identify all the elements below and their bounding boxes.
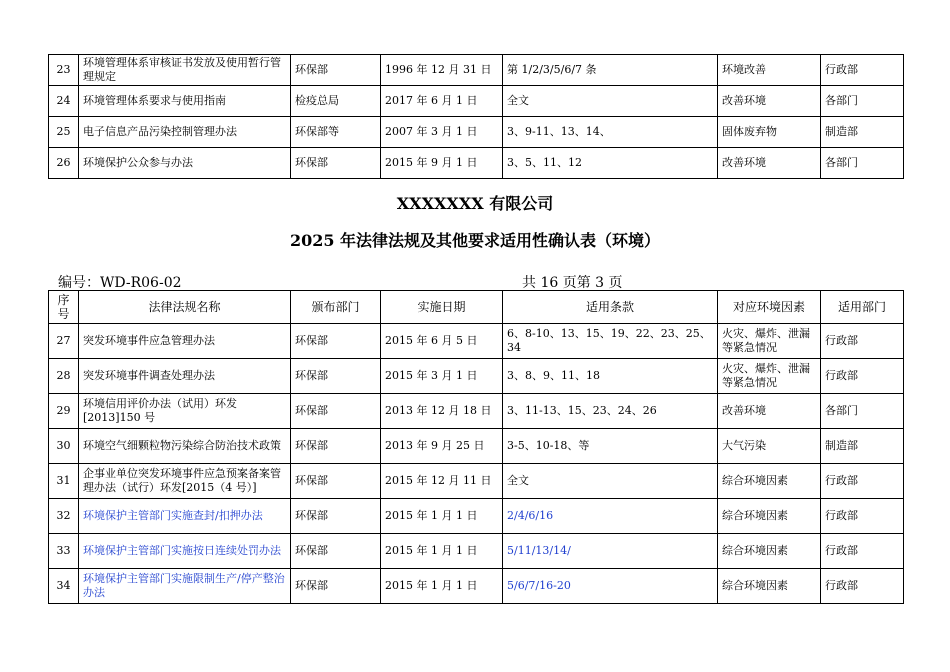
cell-effective-date: 2015 年 12 月 11 日 (381, 464, 503, 499)
table-row (49, 394, 904, 429)
cell-applicable-clauses: 3、8、9、11、18 (503, 359, 718, 394)
cell-no: 23 (49, 55, 79, 86)
cell-regulation-name: 突发环境事件应急管理办法 (79, 324, 291, 359)
cell-no: 26 (49, 148, 79, 179)
cell-issuing-dept: 环保部 (291, 499, 381, 534)
cell-regulation-name: 企事业单位突发环境事件应急预案备案管理办法（试行）环发[2015（4 号）] (79, 464, 291, 499)
cell-no: 34 (49, 569, 79, 604)
cell-applicable-clauses: 5/11/13/14/ (503, 534, 718, 569)
cell-applicable-dept: 制造部 (821, 429, 904, 464)
cell-env-factor: 火灾、爆炸、泄漏等紧急情况 (718, 359, 821, 394)
cell-regulation-name: 环境保护主管部门实施按日连续处罚办法 (79, 534, 291, 569)
cell-applicable-dept: 行政部 (821, 55, 904, 86)
cell-applicable-clauses: 全文 (503, 464, 718, 499)
table-header-row (49, 291, 904, 324)
cell-applicable-clauses: 3、5、11、12 (503, 148, 718, 179)
header-no: 序号 (49, 291, 79, 324)
cell-no: 24 (49, 86, 79, 117)
cell-effective-date: 2013 年 12 月 18 日 (381, 394, 503, 429)
cell-regulation-name: 环境保护主管部门实施查封/扣押办法 (79, 499, 291, 534)
cell-applicable-clauses: 第 1/2/3/5/6/7 条 (503, 55, 718, 86)
cell-regulation-name: 环境保护主管部门实施限制生产/停产整治办法 (79, 569, 291, 604)
table-row (49, 324, 904, 359)
cell-applicable-dept: 行政部 (821, 534, 904, 569)
header-factor: 对应环境因素 (718, 291, 821, 324)
cell-regulation-name: 环境管理体系审核证书发放及使用暂行管理规定 (79, 55, 291, 86)
cell-issuing-dept: 环保部 (291, 55, 381, 86)
continued-regulations-table (48, 54, 904, 179)
cell-no: 30 (49, 429, 79, 464)
table-row (49, 86, 904, 117)
cell-effective-date: 2007 年 3 月 1 日 (381, 117, 503, 148)
table-row (49, 499, 904, 534)
cell-env-factor: 火灾、爆炸、泄漏等紧急情况 (718, 324, 821, 359)
cell-env-factor: 综合环境因素 (718, 569, 821, 604)
cell-effective-date: 2015 年 3 月 1 日 (381, 359, 503, 394)
cell-env-factor: 改善环境 (718, 394, 821, 429)
table-row (49, 359, 904, 394)
cell-applicable-clauses: 全文 (503, 86, 718, 117)
continued-table-body (49, 55, 904, 179)
page-info: 共 16 页第 3 页 (522, 275, 623, 291)
cell-no: 33 (49, 534, 79, 569)
cell-env-factor: 大气污染 (718, 429, 821, 464)
cell-applicable-dept: 行政部 (821, 359, 904, 394)
header-date: 实施日期 (381, 291, 503, 324)
cell-applicable-dept: 行政部 (821, 464, 904, 499)
cell-no: 28 (49, 359, 79, 394)
cell-effective-date: 2015 年 6 月 5 日 (381, 324, 503, 359)
cell-applicable-clauses: 5/6/7/16-20 (503, 569, 718, 604)
cell-no: 29 (49, 394, 79, 429)
cell-applicable-dept: 行政部 (821, 324, 904, 359)
table-row (49, 429, 904, 464)
header-apply: 适用部门 (821, 291, 904, 324)
company-name: XXXXXXX 有限公司 (396, 194, 554, 213)
cell-applicable-dept: 行政部 (821, 499, 904, 534)
cell-effective-date: 2015 年 9 月 1 日 (381, 148, 503, 179)
cell-no: 25 (49, 117, 79, 148)
cell-effective-date: 2013 年 9 月 25 日 (381, 429, 503, 464)
cell-issuing-dept: 环保部 (291, 359, 381, 394)
cell-issuing-dept: 环保部 (291, 148, 381, 179)
table-row (49, 117, 904, 148)
cell-regulation-name: 电子信息产品污染控制管理办法 (79, 117, 291, 148)
table-row (49, 55, 904, 86)
cell-env-factor: 改善环境 (718, 148, 821, 179)
cell-env-factor: 环境改善 (718, 55, 821, 86)
table-body (49, 324, 904, 604)
cell-env-factor: 综合环境因素 (718, 534, 821, 569)
cell-effective-date: 2015 年 1 月 1 日 (381, 499, 503, 534)
cell-regulation-name: 环境保护公众参与办法 (79, 148, 291, 179)
header-clause: 适用条款 (503, 291, 718, 324)
table-row (49, 148, 904, 179)
cell-issuing-dept: 环保部 (291, 394, 381, 429)
cell-issuing-dept: 环保部 (291, 324, 381, 359)
header-name: 法律法规名称 (79, 291, 291, 324)
cell-issuing-dept: 检疫总局 (291, 86, 381, 117)
cell-issuing-dept: 环保部 (291, 569, 381, 604)
cell-issuing-dept: 环保部等 (291, 117, 381, 148)
cell-no: 32 (49, 499, 79, 534)
cell-no: 31 (49, 464, 79, 499)
cell-env-factor: 固体废弃物 (718, 117, 821, 148)
cell-effective-date: 2015 年 1 月 1 日 (381, 569, 503, 604)
table-row (49, 534, 904, 569)
cell-env-factor: 改善环境 (718, 86, 821, 117)
cell-issuing-dept: 环保部 (291, 464, 381, 499)
cell-effective-date: 2015 年 1 月 1 日 (381, 534, 503, 569)
cell-regulation-name: 环境管理体系要求与使用指南 (79, 86, 291, 117)
cell-effective-date: 2017 年 6 月 1 日 (381, 86, 503, 117)
cell-applicable-clauses: 2/4/6/16 (503, 499, 718, 534)
cell-issuing-dept: 环保部 (291, 534, 381, 569)
cell-applicable-dept: 各部门 (821, 394, 904, 429)
cell-env-factor: 综合环境因素 (718, 499, 821, 534)
cell-applicable-clauses: 6、8-10、13、15、19、22、23、25、34 (503, 324, 718, 359)
cell-regulation-name: 环境空气细颗粒物污染综合防治技术政策 (79, 429, 291, 464)
cell-applicable-clauses: 3-5、10-18、等 (503, 429, 718, 464)
form-title: 2025 年法律法规及其他要求适用性确认表（环境） (289, 231, 661, 250)
cell-applicable-dept: 制造部 (821, 117, 904, 148)
cell-regulation-name: 环境信用评价办法（试用）环发[2013]150 号 (79, 394, 291, 429)
cell-applicable-dept: 各部门 (821, 148, 904, 179)
cell-regulation-name: 突发环境事件调查处理办法 (79, 359, 291, 394)
header-dept: 颁布部门 (291, 291, 381, 324)
document-code: 编号：WD-R06-02 (58, 275, 182, 291)
cell-env-factor: 综合环境因素 (718, 464, 821, 499)
cell-issuing-dept: 环保部 (291, 429, 381, 464)
cell-applicable-clauses: 3、11-13、15、23、24、26 (503, 394, 718, 429)
cell-applicable-clauses: 3、9-11、13、14、 (503, 117, 718, 148)
table-row (49, 569, 904, 604)
regulations-table (48, 290, 904, 604)
cell-applicable-dept: 行政部 (821, 569, 904, 604)
cell-effective-date: 1996 年 12 月 31 日 (381, 55, 503, 86)
cell-applicable-dept: 各部门 (821, 86, 904, 117)
table-row (49, 464, 904, 499)
cell-no: 27 (49, 324, 79, 359)
